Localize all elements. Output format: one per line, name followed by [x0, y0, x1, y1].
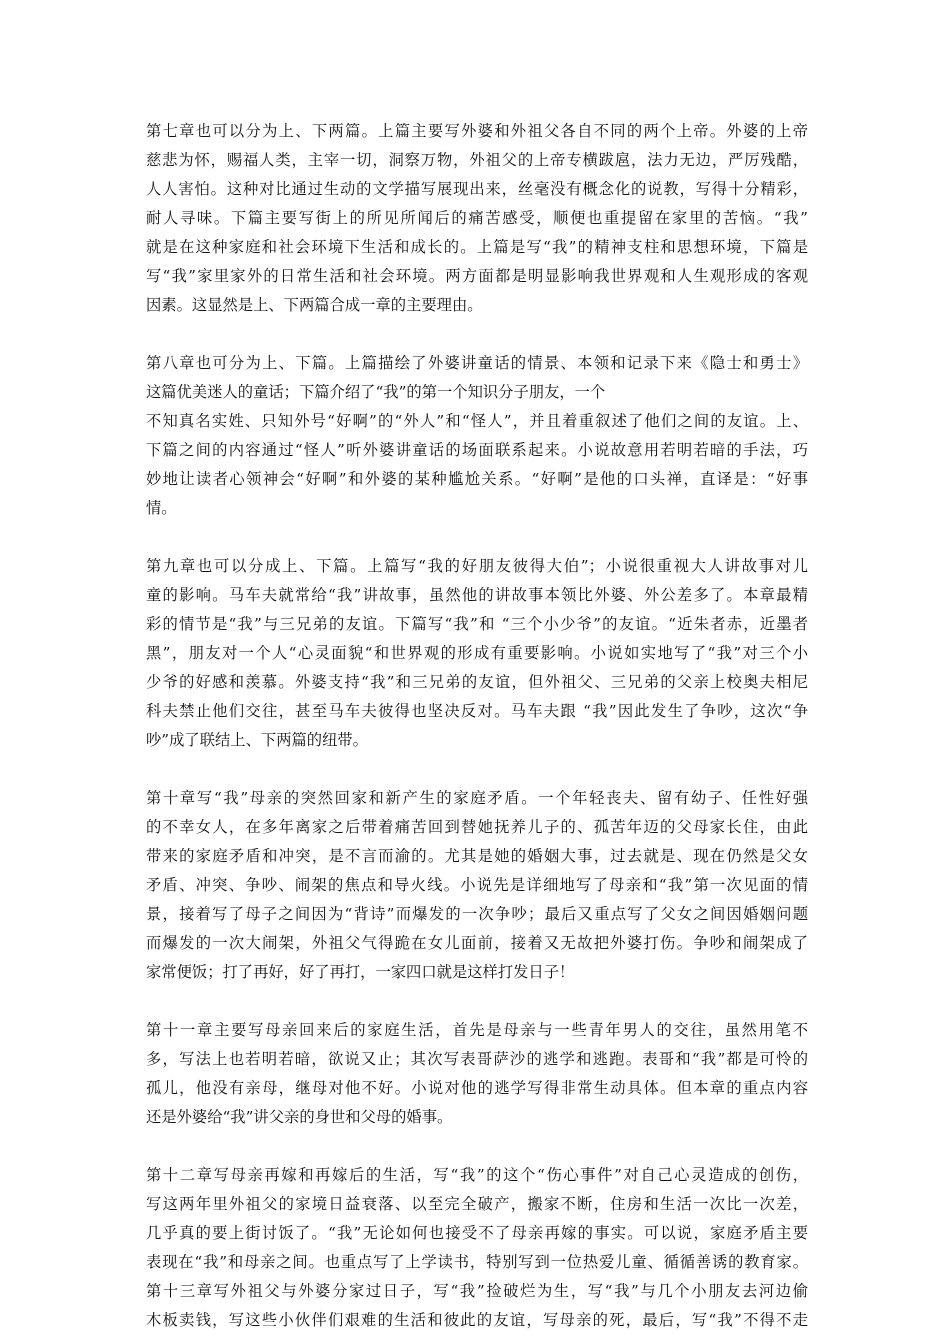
- paragraph-gap: [146, 1132, 808, 1161]
- text-line: 的不幸女人，在多年离家之后带着痛苦回到替她抚养儿子的、孤苦年迈的父母家长住，由此: [146, 818, 808, 836]
- text-line: 写这两年里外祖父的家境日益衰落、以至完全破产，搬家不断，住房和生活一次比一次差，: [146, 1195, 808, 1213]
- paragraph-gap: [146, 523, 808, 552]
- text-line: 木板卖钱，写这些小伙伴们艰难的生活和彼此的友谊，写母亲的死，最后，写“我”不得不走: [146, 1311, 808, 1329]
- text-line: 第十二章写母亲再嫁和再嫁后的生活，写“我”的这个“伤心事件”对自己心灵造成的创伤，: [146, 1166, 808, 1184]
- text-line: 孤儿，他没有亲母，继母对他不好。小说对他的逃学写得非常生动具体。但本章的重点内容: [146, 1079, 808, 1097]
- text-line: 景，接着写了母子之间因为“背诗”而爆发的一次争吵；最后又重点写了父女之间因婚姻问题: [146, 905, 808, 923]
- text-line: 妙地让读者心领神会“好啊”和外婆的某种尴尬关系。“好啊”是他的口头禅，直译是：“好事: [146, 470, 808, 488]
- text-line: 童的影响。马车夫就常给“我”讲故事，虽然他的讲故事本领比外婆、外公差多了。本章最精: [146, 586, 808, 604]
- text-line: 几乎真的要上街讨饭了。“我”无论如何也接受不了母亲再嫁的事实。可以说，家庭矛盾主要: [146, 1224, 808, 1242]
- paragraph-chapter-8: [146, 349, 808, 523]
- text-line: 矛盾、冲突、争吵、闹架的焦点和导火线。小说先是详细地写了母亲和“我”第一次见面的情: [146, 876, 808, 894]
- text-line: 科夫禁止他们交往，甚至马车夫彼得也坚决反对。马车夫跟 “我”因此发生了争吵，这次“争: [146, 702, 808, 720]
- text-line: 吵”成了联结上、下两篇的纽带。: [146, 731, 368, 749]
- text-line: 少爷的好感和羡慕。外婆支持“我”和三兄弟的友谊，但外祖父、三兄弟的父亲上校奥夫相尼: [146, 673, 808, 691]
- text-line: 第九章也可以分成上、下篇。上篇写“我的好朋友彼得大伯”；小说很重视大人讲故事对儿: [146, 557, 808, 575]
- text-line: 彩的情节是“我”与三兄弟的友谊。下篇写“我”和 “三个小少爷”的友谊。“近朱者赤，近墨者: [146, 615, 808, 633]
- paragraph-gap: [146, 987, 808, 1016]
- text-line: 写“我”家里家外的日常生活和社会环境。两方面都是明显影响我世界观和人生观形成的客观: [146, 267, 808, 285]
- text-line: 第十一章主要写母亲回来后的家庭生活，首先是母亲与一些青年男人的交往，虽然用笔不: [146, 1021, 808, 1039]
- text-line: 第八章也可分为上、下篇。上篇描绘了外婆讲童话的情景、本领和记录下来《隐士和勇士》: [146, 354, 808, 372]
- text-line: 带来的家庭矛盾和冲突，是不言而渝的。尤其是她的婚姻大事，过去就是、现在仍然是父女: [146, 847, 808, 865]
- paragraph-chapter-9: [146, 552, 808, 755]
- text-line: 因素。这显然是上、下两篇合成一章的主要理由。: [146, 296, 483, 314]
- text-line: 下篇之间的内容通过“怪人”听外婆讲童话的场面联系起来。小说故意用若明若暗的手法，巧: [146, 441, 808, 459]
- text-line: 耐人寻味。下篇主要写街上的所见所闻后的痛苦感受，顺便也重提留在家里的苦恼。“我”: [146, 209, 808, 227]
- paragraph-chapter-7: [146, 117, 808, 320]
- text-line: 不知真名实姓、只知外号“好啊”的“外人”和“怪人”，并且着重叙述了他们之间的友谊。上、: [146, 412, 808, 430]
- text-line: 还是外婆给“我”讲父亲的身世和父母的婚事。: [146, 1108, 453, 1126]
- text-line: 慈悲为怀，赐福人类，主宰一切，洞察万物，外祖父的上帝专横跋扈，法力无边，严厉残酷，: [146, 151, 808, 169]
- text-line: 第十章写“我”母亲的突然回家和新产生的家庭矛盾。一个年轻丧夫、留有幼子、任性好强: [146, 789, 808, 807]
- text-line: 第七章也可以分为上、下两篇。上篇主要写外婆和外祖父各自不同的两个上帝。外婆的上帝: [146, 122, 808, 140]
- text-line: 而爆发的一次大闹架，外祖父气得跪在女儿面前，接着又无故把外婆打伤。争吵和闹架成了: [146, 934, 808, 952]
- text-line: 这篇优美迷人的童话；下篇介绍了“我”的第一个知识分子朋友，一个: [146, 383, 606, 401]
- text-line: 人人害怕。这种对比通过生动的文学描写展现出来，丝毫没有概念化的说教，写得十分精彩，: [146, 180, 808, 198]
- text-line: 表现在“我”和母亲之间。也重点写了上学读书，特别写到一位热爱儿童、循循善诱的教育家。: [146, 1253, 808, 1271]
- document-page: [146, 117, 808, 1335]
- paragraph-chapter-12-13: [146, 1161, 808, 1335]
- text-line: 情。: [146, 499, 177, 517]
- paragraph-gap: [146, 320, 808, 349]
- paragraph-chapter-11: [146, 1016, 808, 1132]
- text-line: 多，写法上也若明若暗，欲说又止；其次写表哥萨沙的逃学和逃跑。表哥和“我”都是可怜的: [146, 1050, 808, 1068]
- text-line: 黑”，朋友对一个人“心灵面貌“和世界观的形成有重要影响。小说如实地写了“我”对三个小: [146, 644, 808, 662]
- text-line: 家常便饭；打了再好，好了再打，一家四口就是这样打发日子！: [146, 963, 575, 981]
- paragraph-chapter-10: [146, 784, 808, 987]
- text-line: 就是在这种家庭和社会环境下生活和成长的。上篇是写“我”的精神支柱和思想环境，下篇是: [146, 238, 808, 256]
- text-line: 第十三章写外祖父与外婆分家过日子，写“我”捡破烂为生，写“我”与几个小朋友去河边偷: [146, 1282, 808, 1300]
- paragraph-gap: [146, 755, 808, 784]
